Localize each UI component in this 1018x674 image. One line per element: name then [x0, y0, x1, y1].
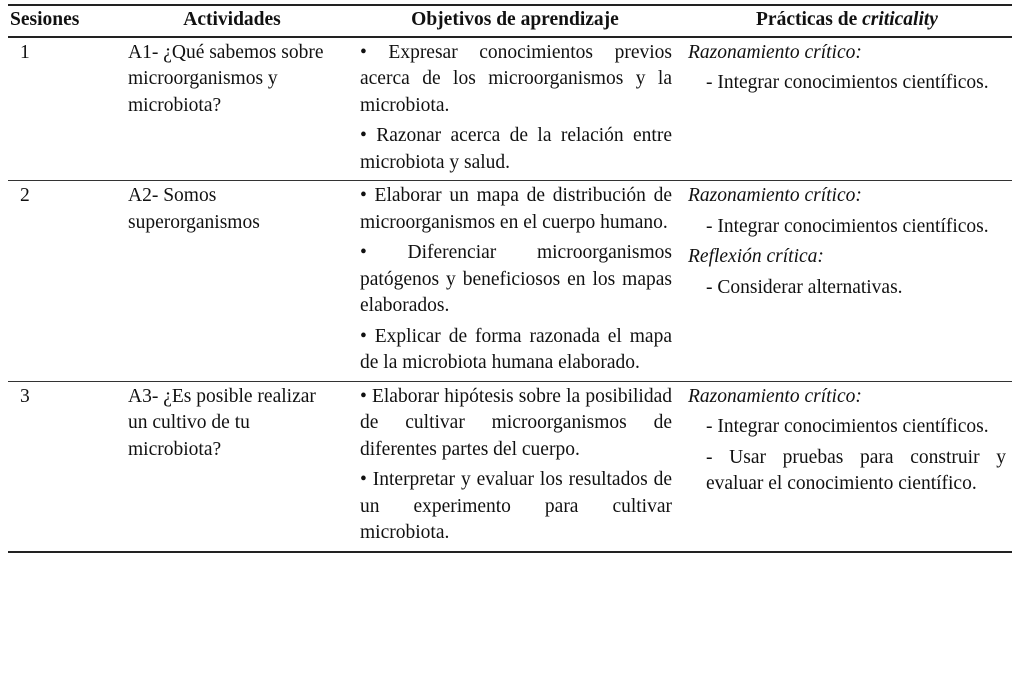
objectives-cell: [348, 37, 682, 181]
practice-item: - Considerar alternativas.: [706, 276, 903, 298]
practices-cell: [682, 181, 1012, 382]
practice-item: - Integrar conocimientos científicos.: [706, 215, 989, 237]
practice-heading: Razonamiento crítico:: [688, 185, 862, 206]
header-actividades: Actividades: [116, 5, 348, 37]
practice-item: - Integrar conocimientos científicos.: [706, 416, 989, 437]
header-sesiones: Sesiones: [8, 5, 116, 37]
header-practicas-italic: criticality: [862, 9, 938, 30]
table-body: [8, 37, 1012, 552]
practices-cell: [682, 37, 1012, 181]
practice-item: - Integrar conocimientos científicos.: [706, 72, 989, 93]
objective-item: • Razonar acerca de la relación entre microbiota y salud.: [360, 125, 672, 173]
objective-item: • Diferenciar microorganismos patógenos y beneficiosos en los mapas elaborados.: [360, 242, 672, 316]
practice-heading: Razonamiento crítico:: [688, 41, 862, 63]
activities-table: [8, 4, 1012, 553]
objective-item: • Elaborar un mapa de distribución de microorganismos en el cuerpo humano.: [360, 185, 672, 233]
objective-item: • Elaborar hipótesis sobre la posibilidad de cultivar microorganismos de diferentes partes del cuerpo.: [360, 385, 672, 460]
table-row: [8, 381, 1012, 552]
header-objetivos: Objetivos de aprendizaje: [348, 5, 682, 37]
session-number: 2: [8, 181, 116, 382]
objective-item: • Expresar conocimientos previos acerca de los microorganismos y la microbiota.: [360, 41, 672, 116]
objectives-cell: [348, 381, 682, 552]
practice-heading: Razonamiento crítico:: [688, 385, 862, 407]
practice-item: - Usar pruebas para construir y evaluar el conocimiento científico.: [706, 446, 1006, 494]
table-header: [8, 5, 1012, 37]
session-number: 3: [8, 381, 116, 552]
header-practicas-prefix: Prácticas de: [756, 9, 863, 30]
header-practicas: [682, 5, 1012, 37]
table-row: [8, 181, 1012, 382]
activity-title: A3- ¿Es posible realizar un cultivo de tu microbiota?: [116, 381, 348, 552]
objectives-cell: [348, 181, 682, 382]
session-number: 1: [20, 41, 30, 63]
objective-item: • Explicar de forma razonada el mapa de la microbiota humana elaborado.: [360, 325, 672, 373]
table-row: [8, 37, 1012, 181]
practices-cell: [682, 381, 1012, 552]
activity-title: A1- ¿Qué sabemos sobre microorganismos y microbiota?: [128, 41, 324, 116]
objective-item: • Interpretar y evaluar los resultados de un experimento para cultivar microbiota.: [360, 469, 672, 543]
activity-title: A2- Somos superorganismos: [116, 181, 348, 382]
practice-heading: Reflexión crítica:: [688, 246, 824, 267]
